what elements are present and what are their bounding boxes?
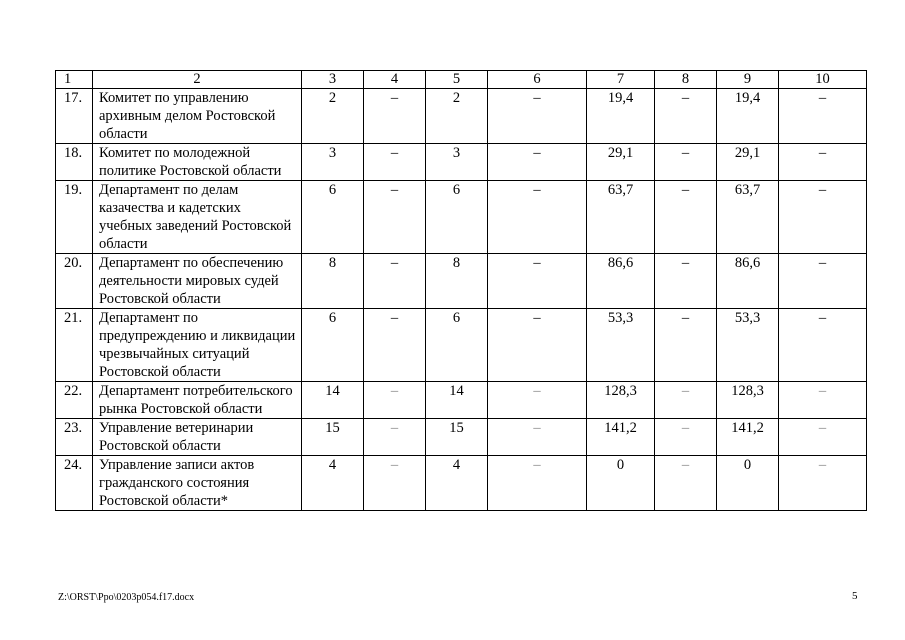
table-row: [56, 419, 867, 456]
organization-name: Комитет по молодежной политике Ростовской области: [93, 144, 302, 181]
table-cell: –: [488, 89, 587, 144]
table-cell: –: [779, 382, 867, 419]
table-cell: –: [488, 144, 587, 181]
table-row: [56, 254, 867, 309]
table-cell: 141,2: [587, 419, 655, 456]
table-cell: 2: [426, 89, 488, 144]
table-cell: 15: [426, 419, 488, 456]
table-cell: –: [364, 456, 426, 511]
table-cell: –: [364, 254, 426, 309]
row-number: 21.: [56, 309, 93, 382]
table-cell: 53,3: [587, 309, 655, 382]
organization-name: Управление ветеринарии Ростовской области: [93, 419, 302, 456]
table-row: [56, 181, 867, 254]
table-cell: 63,7: [587, 181, 655, 254]
table-cell: –: [779, 254, 867, 309]
table-cell: –: [488, 181, 587, 254]
table-row: [56, 144, 867, 181]
table-cell: 53,3: [717, 309, 779, 382]
table-cell: 29,1: [587, 144, 655, 181]
table-cell: –: [488, 254, 587, 309]
table-cell: –: [364, 419, 426, 456]
table-cell: –: [488, 382, 587, 419]
table-cell: –: [779, 309, 867, 382]
table-cell: –: [488, 419, 587, 456]
column-number-header: 4: [364, 71, 426, 89]
page-number: 5: [852, 590, 858, 602]
table-cell: –: [779, 89, 867, 144]
table-row: [56, 382, 867, 419]
table-cell: –: [655, 382, 717, 419]
table-cell: 128,3: [717, 382, 779, 419]
table-cell: –: [655, 144, 717, 181]
table-cell: –: [488, 456, 587, 511]
organization-name: Департамент по предупреждению и ликвидации чрезвычайных ситуаций Ростовской области: [93, 309, 302, 382]
table-cell: –: [655, 181, 717, 254]
column-number-header: 10: [779, 71, 867, 89]
table-cell: –: [364, 144, 426, 181]
budget-table: [55, 70, 867, 511]
table-cell: 86,6: [717, 254, 779, 309]
table-cell: 8: [426, 254, 488, 309]
table-cell: 6: [426, 181, 488, 254]
table-cell: –: [655, 419, 717, 456]
table-cell: 0: [717, 456, 779, 511]
table-cell: 3: [426, 144, 488, 181]
table-cell: 19,4: [587, 89, 655, 144]
table-cell: –: [364, 181, 426, 254]
table-cell: –: [655, 89, 717, 144]
column-number-header: 3: [302, 71, 364, 89]
table-row: [56, 309, 867, 382]
column-number-header: 6: [488, 71, 587, 89]
row-number: 17.: [56, 89, 93, 144]
column-number-header: 1: [56, 71, 93, 89]
table-cell: 14: [426, 382, 488, 419]
table-cell: –: [779, 181, 867, 254]
table-cell: 15: [302, 419, 364, 456]
table-cell: –: [364, 382, 426, 419]
row-number: 18.: [56, 144, 93, 181]
row-number: 20.: [56, 254, 93, 309]
table-cell: –: [779, 419, 867, 456]
table-cell: 128,3: [587, 382, 655, 419]
row-number: 22.: [56, 382, 93, 419]
table-cell: 6: [302, 309, 364, 382]
row-number: 19.: [56, 181, 93, 254]
table-row: [56, 456, 867, 511]
table-cell: 8: [302, 254, 364, 309]
table-cell: –: [655, 456, 717, 511]
organization-name: Управление записи актов гражданского состояния Ростовской области*: [93, 456, 302, 511]
row-number: 24.: [56, 456, 93, 511]
column-number-header: 7: [587, 71, 655, 89]
table-cell: 2: [302, 89, 364, 144]
organization-name: Департамент потребительского рынка Ростовской области: [93, 382, 302, 419]
table-cell: 14: [302, 382, 364, 419]
organization-name: Департамент по делам казачества и кадетских учебных заведений Ростовской области: [93, 181, 302, 254]
table-cell: –: [779, 144, 867, 181]
table-cell: 86,6: [587, 254, 655, 309]
table-cell: 63,7: [717, 181, 779, 254]
column-number-header: 2: [93, 71, 302, 89]
table-cell: 4: [302, 456, 364, 511]
row-number: 23.: [56, 419, 93, 456]
table-cell: 29,1: [717, 144, 779, 181]
column-number-header: 8: [655, 71, 717, 89]
table-cell: –: [655, 309, 717, 382]
table-cell: 0: [587, 456, 655, 511]
table-cell: –: [488, 309, 587, 382]
table-cell: –: [779, 456, 867, 511]
organization-name: Департамент по обеспечению деятельности мировых судей Ростовской области: [93, 254, 302, 309]
table-cell: 141,2: [717, 419, 779, 456]
table-cell: 6: [426, 309, 488, 382]
table-cell: –: [655, 254, 717, 309]
table-header-row: [56, 71, 867, 89]
table-cell: 4: [426, 456, 488, 511]
column-number-header: 5: [426, 71, 488, 89]
table-cell: –: [364, 309, 426, 382]
table-cell: 19,4: [717, 89, 779, 144]
organization-name: Комитет по управлению архивным делом Ростовской области: [93, 89, 302, 144]
document-file-path: Z:\ORST\Ppo\0203p054.f17.docx: [58, 592, 195, 603]
table-cell: –: [364, 89, 426, 144]
column-number-header: 9: [717, 71, 779, 89]
table-row: [56, 89, 867, 144]
table-cell: 3: [302, 144, 364, 181]
table-cell: 6: [302, 181, 364, 254]
